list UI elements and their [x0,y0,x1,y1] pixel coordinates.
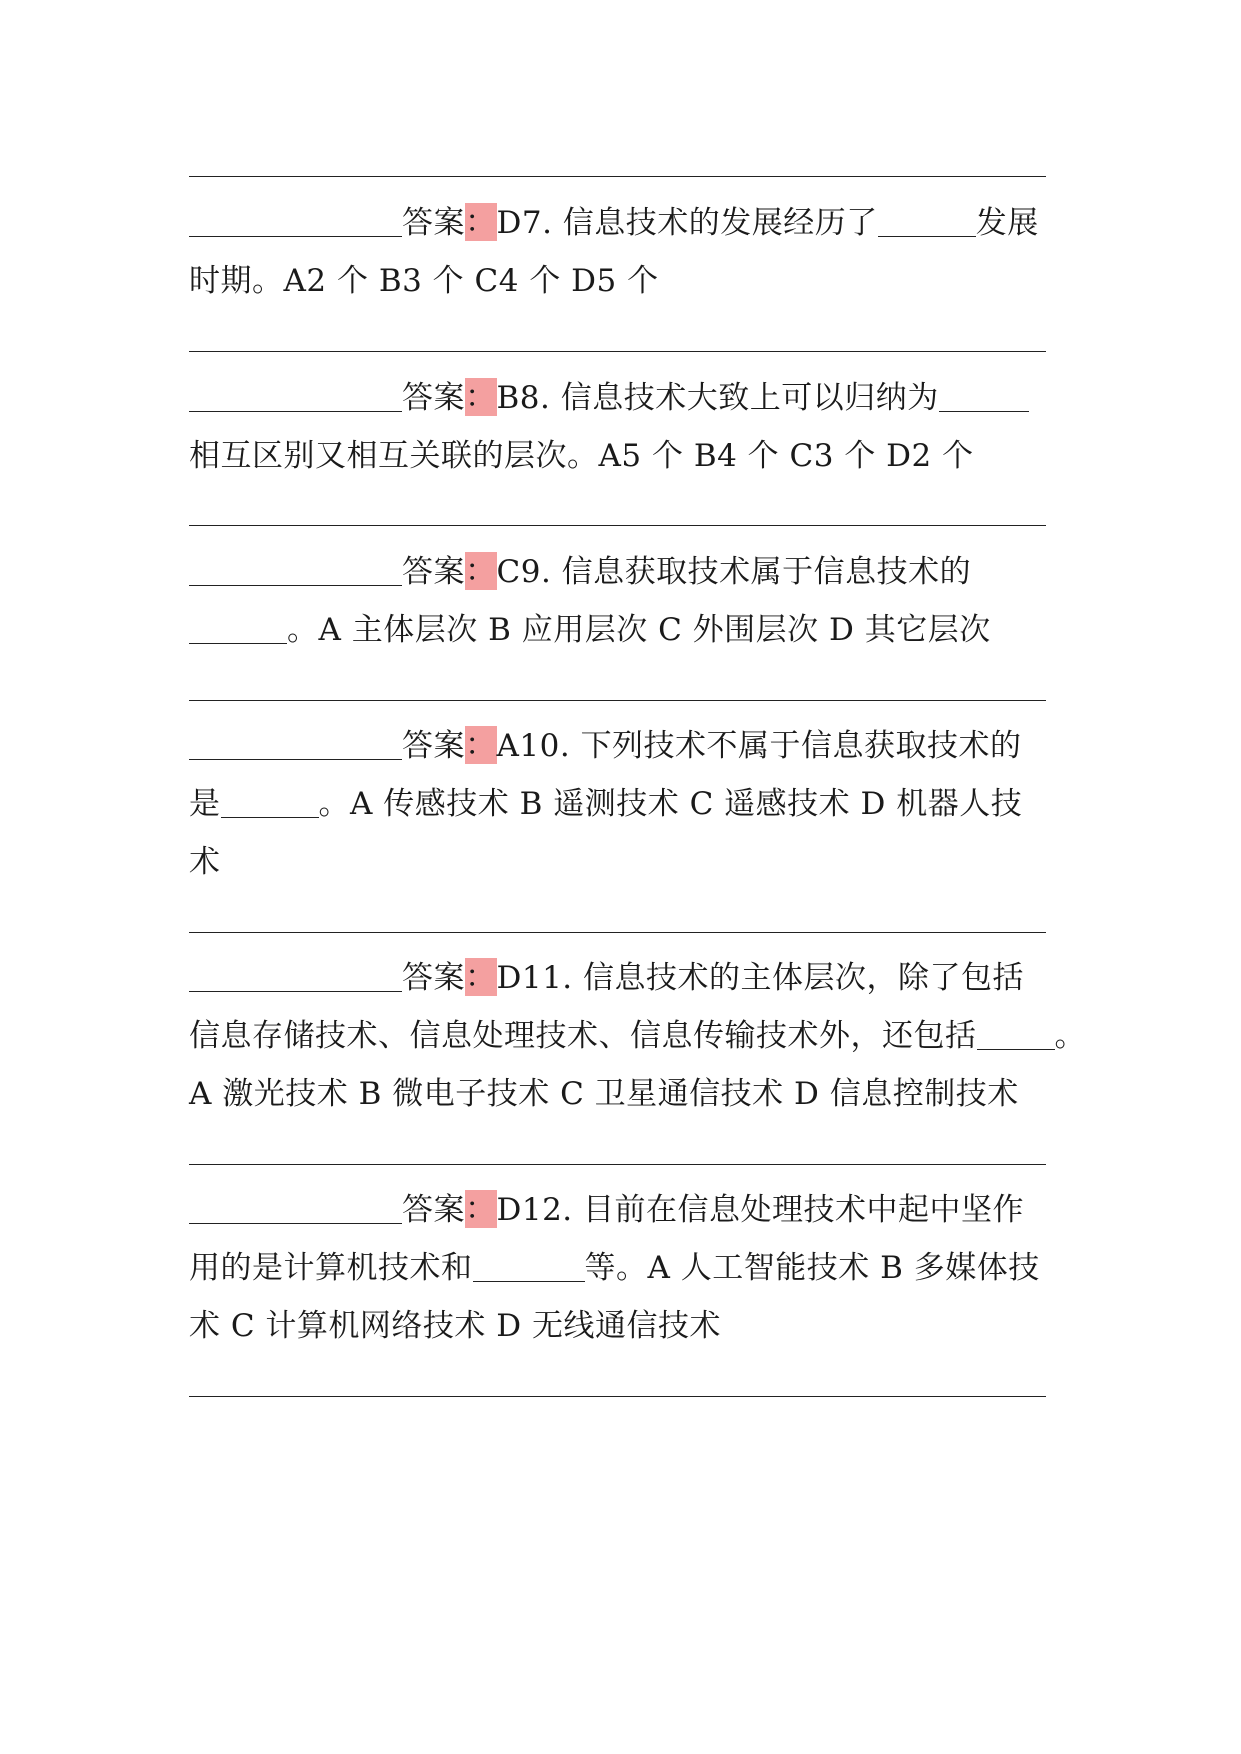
answer-label: 答案 [402,554,465,590]
fill-blank [221,787,319,818]
answer-line-q8 [189,378,1029,418]
fill-blank [878,206,976,237]
answer-line-q10 [189,726,1022,766]
previous-answer: D [496,205,522,241]
previous-answer: A [496,728,520,764]
answer-colon-highlight: ： [465,1191,497,1227]
answer-rule [189,700,1046,701]
question-stem-tail: 是 [189,786,221,822]
question-number: 10. [519,728,571,764]
answer-line-q9 [189,552,971,592]
question-stem-q11-cont [189,1016,1086,1056]
question-options-text: 。A 主体层次 B 应用层次 C 外围层次 D 其它层次 [287,612,991,648]
question-options-q10 [189,784,1022,824]
answer-label: 答案 [402,205,465,241]
answer-label: 答案 [402,960,465,996]
question-options-text: 。A 传感技术 B 遥测技术 C 遥感技术 D 机器人技 [318,786,1023,822]
question-number: 7. [521,205,553,241]
question-options-q11: A 激光技术 B 微电子技术 C 卫星通信技术 D 信息控制技术 [189,1076,1019,1112]
answer-rule [189,351,1046,352]
question-options-text: 等。A 人工智能技术 B 多媒体技 [584,1250,1040,1286]
question-options-q9 [189,610,991,650]
fill-blank [189,613,287,644]
question-options-q12: 术 C 计算机网络技术 D 无线通信技术 [189,1308,721,1344]
question-stem-tail: 发展 [975,205,1039,241]
question-stem-tail: 信息存储技术、信息处理技术、信息传输技术外，还包括 [189,1018,977,1054]
question-stem: 信息获取技术属于信息技术的 [561,554,972,590]
answer-blank [189,1193,402,1224]
answer-rule [189,1164,1046,1165]
question-stem-q12-cont [189,1248,1040,1288]
answer-rule [189,525,1046,526]
question-stem: 信息技术大致上可以归纳为 [560,380,939,416]
question-options-q7: 时期。A2 个 B3 个 C4 个 D5 个 [189,263,659,299]
answer-label: 答案 [402,1192,465,1228]
question-stem: 目前在信息处理技术中起中坚作 [583,1192,1025,1228]
previous-answer: D [496,960,522,996]
answer-blank [189,555,402,586]
question-stem-end: 。 [1054,1018,1086,1054]
answer-rule [189,176,1046,177]
previous-answer: C [496,554,521,590]
previous-answer: B [496,380,520,416]
question-stem: 信息技术的主体层次，除了包括 [583,960,1025,996]
answer-colon-highlight: ： [465,204,497,240]
answer-colon-highlight: ： [465,727,497,763]
answer-blank [189,729,402,760]
answer-line-q11 [189,958,1024,998]
answer-rule [189,932,1046,933]
question-number: 11. [521,960,573,996]
previous-answer: D [496,1192,522,1228]
question-stem: 下列技术不属于信息获取技术的 [580,728,1022,764]
question-stem-tail: 用的是计算机技术和 [189,1250,473,1286]
answer-blank [189,381,402,412]
answer-label: 答案 [402,380,465,416]
question-stem: 信息技术的发展经历了 [562,205,878,241]
answer-line-q12 [189,1190,1024,1230]
question-number: 12. [521,1192,573,1228]
question-options-q10-cont: 术 [189,844,221,880]
answer-blank [189,206,402,237]
answer-colon-highlight: ： [465,959,497,995]
fill-blank [939,381,1029,412]
answer-line-q7 [189,203,1039,243]
fill-blank [473,1251,585,1282]
answer-colon-highlight: ： [465,553,497,589]
answer-blank [189,961,402,992]
answer-label: 答案 [402,728,465,764]
answer-rule [189,1396,1046,1397]
question-options-q8: 相互区别又相互关联的层次。A5 个 B4 个 C3 个 D2 个 [189,438,974,474]
fill-blank [977,1019,1055,1050]
question-number: 9. [520,554,552,590]
question-number: 8. [519,380,551,416]
answer-colon-highlight: ： [465,379,497,415]
